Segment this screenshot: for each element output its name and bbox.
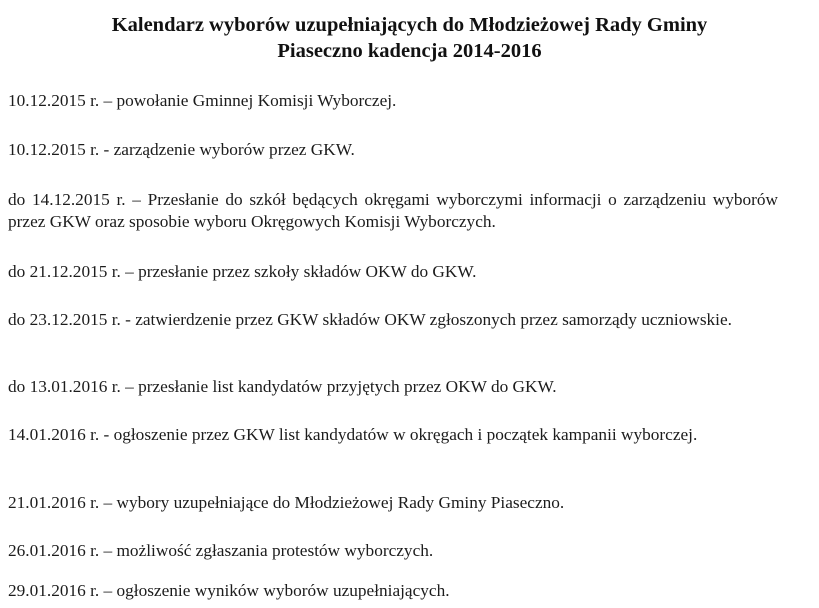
calendar-entry: 29.01.2016 r. – ogłoszenie wyników wyborów uzupełniających. — [8, 581, 450, 600]
calendar-entry: do 13.01.2016 r. – przesłanie list kandydatów przyjętych przez OKW do GKW. — [8, 377, 557, 396]
calendar-entry: do 23.12.2015 r. - zatwierdzenie przez GKW składów OKW zgłoszonych przez samorządy uczniowskie. — [8, 310, 732, 329]
calendar-entry: do 21.12.2015 r. – przesłanie przez szkoły składów OKW do GKW. — [8, 262, 477, 281]
title-line-2: Piaseczno kadencja 2014-2016 — [277, 40, 542, 62]
title-line-1: Kalendarz wyborów uzupełniających do Młodzieżowej Rady Gminy — [111, 14, 708, 36]
calendar-entry: do 14.12.2015 r. – Przesłanie do szkół będących okręgami wyborczymi informacji o zarządzeniu wyborów przez GKW oraz sposobie wyboru Okręgowych Komisji Wyborczych. — [8, 190, 778, 231]
calendar-entry: 10.12.2015 r. – powołanie Gminnej Komisji Wyborczej. — [8, 91, 397, 110]
calendar-entry: 26.01.2016 r. – możliwość zgłaszania protestów wyborczych. — [8, 541, 434, 560]
calendar-entry: 10.12.2015 r. - zarządzenie wyborów przez GKW. — [8, 140, 355, 159]
calendar-entry: 14.01.2016 r. - ogłoszenie przez GKW list kandydatów w okręgach i początek kampanii wyborczej. — [8, 425, 698, 444]
document-title — [0, 12, 819, 64]
calendar-entry: 21.01.2016 r. – wybory uzupełniające do Młodzieżowej Rady Gminy Piaseczno. — [8, 493, 565, 512]
